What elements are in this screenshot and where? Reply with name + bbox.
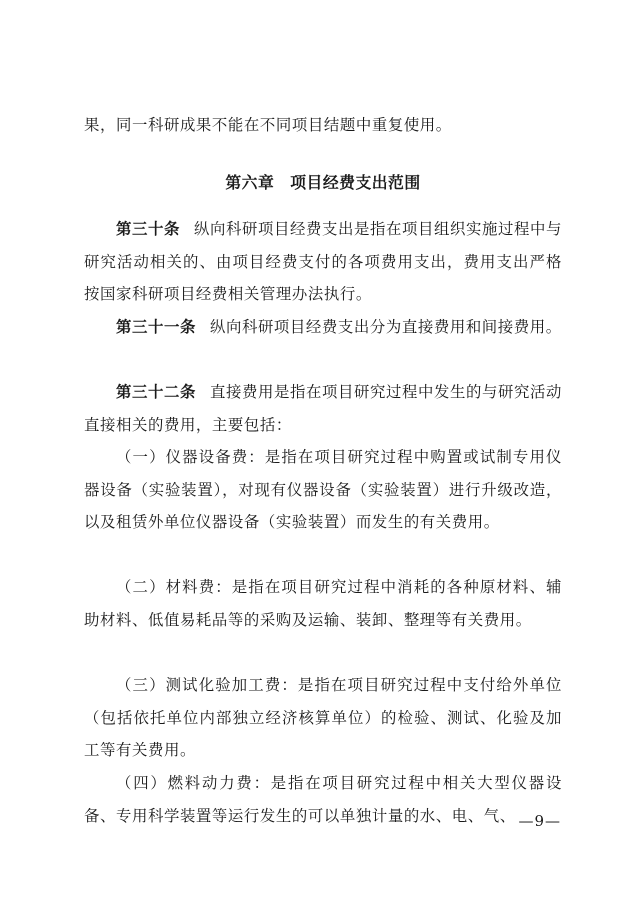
- article-30: [84, 213, 562, 311]
- article-32-text: 直接费用是指在项目研究过程中发生的与研究活动直接相关的费用，主要包括：: [84, 383, 562, 434]
- article-30-number: 第三十条: [116, 220, 180, 238]
- article-32-number: 第三十二条: [116, 383, 196, 401]
- article-31-number: 第三十一条: [116, 318, 196, 336]
- article-32: [84, 376, 562, 441]
- item-instrument-equipment: （一）仪器设备费：是指在项目研究过程中购置或试制专用仪器设备（实验装置），对现有仪器设备（实验装置）进行升级改造，以及租赁外单位仪器设备（实验装置）而发生的有关费用。: [84, 448, 562, 532]
- item-materials: （二）材料费：是指在项目研究过程中消耗的各种原材料、辅助材料、低值易耗品等的采购及运输、装卸、整理等有关费用。: [84, 578, 562, 629]
- chapter-title: 项目经费支出范围: [290, 173, 421, 192]
- paragraph-continuation: 果，同一科研成果不能在不同项目结题中重复使用。: [84, 116, 452, 134]
- item-testing-processing: （三）测试化验加工费：是指在项目研究过程中支付给外单位（包括依托单位内部独立经济核算单位）的检验、测试、化验及加工等有关费用。: [84, 676, 562, 760]
- item-fuel-power: （四）燃料动力费：是指在项目研究过程中相关大型仪器设备、专用科学装置等运行发生的可以单独计量的水、电、气、: [84, 774, 562, 825]
- chapter-number: 第六章: [225, 173, 275, 192]
- chapter-heading: [84, 168, 562, 198]
- article-30-text: 纵向科研项目经费支出是指在项目组织实施过程中与研究活动相关的、由项目经费支付的各项费用支出，费用支出严格按国家科研项目经费相关管理办法执行。: [84, 220, 562, 304]
- article-31-text: 纵向科研项目经费支出分为直接费用和间接费用。: [209, 318, 562, 336]
- article-31: [84, 311, 562, 344]
- page-number: —9—: [518, 812, 561, 830]
